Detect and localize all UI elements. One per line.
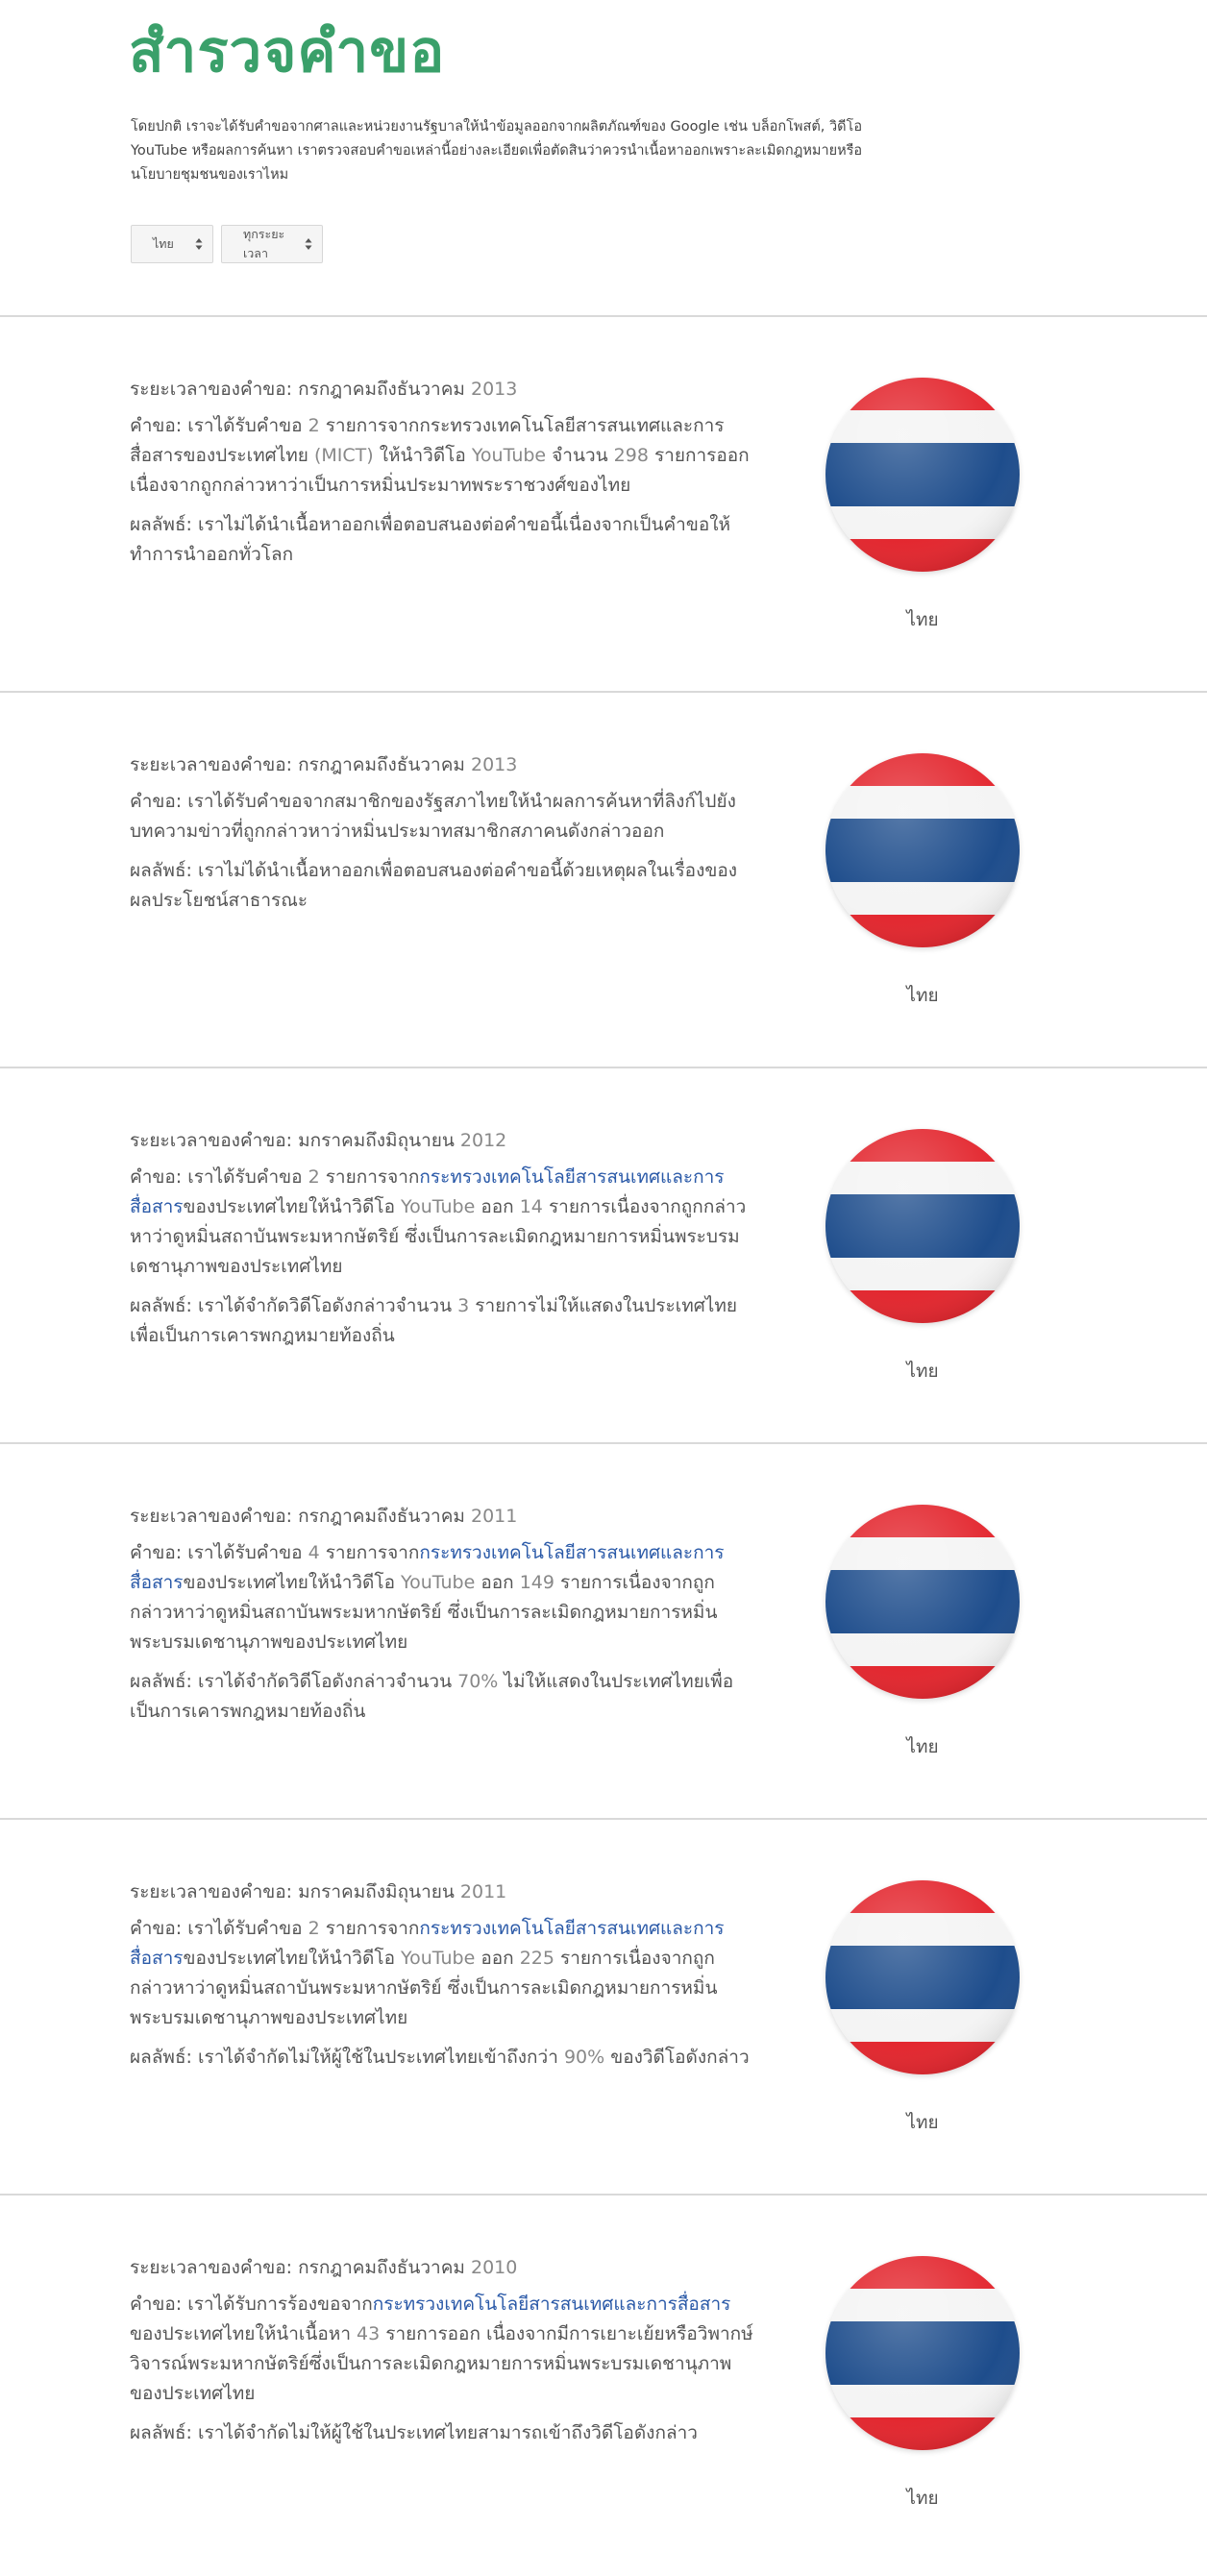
language-select[interactable]	[131, 225, 213, 263]
request-label: คำขอ:	[130, 415, 183, 436]
request-label: คำขอ:	[130, 791, 183, 812]
text-fragment: เราไม่ได้นำเนื้อหาออกเพื่อตอบสนองต่อคำขอนี้ด้วยเหตุผลในเรื่องของผลประโยชน์สาธารณะ	[130, 860, 738, 911]
request-item	[0, 1444, 1207, 1820]
text-fragment: จำนวน	[546, 445, 614, 466]
number-value: (MICT)	[313, 445, 374, 466]
period-year: 2013	[471, 379, 518, 400]
sort-arrows-icon	[304, 236, 313, 252]
text-fragment: เราได้จำกัดวิดีโอดังกล่าวจำนวน	[191, 1671, 458, 1692]
text-fragment: เราไม่ได้นำเนื้อหาออกเพื่อตอบสนองต่อคำขอนี้เนื่องจากเป็นคำขอให้ทำการนำออกทั่วโลก	[130, 514, 731, 565]
intro-text: โดยปกติ เราจะได้รับคำขอจากศาลและหน่วยงานรัฐบาลให้นำข้อมูลออกจากผลิตภัณฑ์ของ Google เช่น บล็อกโพสต์, วิดีโอ YouTube หรือผลการค้นหา เราตรวจสอบคำขอเหล่านี้อย่างละเอียดเพื่อตัดสินว่าควรนำเนื้อหาออกเพราะละเมิดกฎหมายหรือนโยบายชุมชนของเราไหม	[131, 119, 863, 183]
text-fragment: เราได้รับคำขอจากสมาชิกของรัฐสภาไทยให้นำผลการค้นหาที่ลิงก์ไปยังบทความข่าวที่ถูกกล่าวหาว่าหมิ่นประมาทสมาชิกสภาคนดังกล่าวออก	[130, 791, 736, 842]
number-value: 70%	[457, 1671, 499, 1692]
country-label: ไทย	[906, 1361, 939, 1382]
text-fragment: รายการออกเนื่องจากถูกกล่าวหาว่าเป็นการหมิ่นประมาทพระราชวงศ์ของไทย	[130, 445, 750, 496]
text-fragment: เราได้รับคำขอ	[182, 1542, 308, 1563]
number-value: 4	[308, 1542, 320, 1563]
language-select-value: ไทย	[153, 236, 174, 251]
sort-arrows-icon	[194, 236, 204, 252]
request-text	[130, 2253, 754, 2458]
thailand-flag-icon	[825, 2256, 1020, 2450]
result-body	[130, 514, 730, 565]
period-year: 2012	[459, 1130, 507, 1151]
text-fragment: ของวิดีโอดังกล่าว	[604, 2047, 750, 2068]
thailand-flag-icon	[825, 1505, 1020, 1699]
period-label: ระยะเวลาของคำขอ:	[130, 2257, 293, 2278]
period-year: 2011	[471, 1506, 518, 1527]
result-body	[130, 860, 737, 911]
period-select[interactable]	[221, 225, 323, 263]
number-value: 225	[519, 1948, 554, 1969]
country-label: ไทย	[906, 2112, 939, 2133]
request-item	[0, 1068, 1207, 1444]
request-result	[130, 856, 754, 916]
request-text	[130, 1502, 754, 1736]
period-label: ระยะเวลาของคำขอ:	[130, 1130, 293, 1151]
ministry-link[interactable]: กระทรวงเทคโนโลยีสารสนเทศและการสื่อสาร	[130, 1918, 725, 1969]
text-fragment: รายการเนื่องจากถูกกล่าวหาว่าดูหมิ่นสถาบันพระมหากษัตริย์ ซึ่งเป็นการละเมิดกฎหมายการหมิ่นพระบรมเดชานุภาพของประเทศไทย	[130, 1196, 747, 1277]
period-label: ระยะเวลาของคำขอ:	[130, 1881, 293, 1902]
request-label: คำขอ:	[130, 1918, 183, 1939]
request-text	[130, 1126, 754, 1361]
result-label: ผลลัพธ์:	[130, 1671, 192, 1692]
text-fragment: ของประเทศไทยให้นำวิดีโอ	[183, 1948, 402, 1969]
result-body	[130, 1295, 737, 1346]
text-fragment: เราได้รับการร้องขอจาก	[182, 2294, 373, 2315]
number-value: 14	[519, 1196, 543, 1217]
filter-bar	[131, 225, 323, 263]
request-period	[130, 2253, 754, 2283]
request-text	[130, 375, 754, 579]
result-label: ผลลัพธ์:	[130, 860, 192, 881]
number-value: 149	[519, 1572, 554, 1593]
text-fragment: เราได้จำกัดไม่ให้ผู้ใช้ในประเทศไทยเข้าถึงกว่า	[191, 2047, 564, 2068]
country-label: ไทย	[906, 1736, 939, 1757]
text-fragment: เราได้จำกัดไม่ให้ผู้ใช้ในประเทศไทยสามารถเข้าถึงวิดีโอดังกล่าว	[191, 2422, 698, 2443]
number-value: YouTube	[401, 1196, 476, 1217]
thailand-flag-icon	[825, 753, 1020, 947]
request-result	[130, 1291, 754, 1351]
period-year: 2011	[459, 1881, 507, 1902]
text-fragment: รายการจาก	[319, 1166, 420, 1188]
request-period	[130, 750, 754, 780]
text-fragment: ไม่ให้แสดงในประเทศไทยเพื่อเป็นการเคารพกฎหมายท้องถิ่น	[130, 1671, 734, 1722]
request-period	[130, 1877, 754, 1907]
request-period	[130, 1502, 754, 1532]
request-label: คำขอ:	[130, 2294, 183, 2315]
thailand-flag-icon	[825, 1880, 1020, 2074]
number-value: YouTube	[401, 1948, 476, 1969]
request-period	[130, 1126, 754, 1156]
text-fragment: ของประเทศไทยให้นำวิดีโอ	[183, 1572, 402, 1593]
period-value: กรกฎาคมถึงธันวาคม	[298, 379, 465, 400]
request-body	[130, 2294, 753, 2404]
period-value: มกราคมถึงมิถุนายน	[298, 1881, 455, 1902]
text-fragment: ออก	[475, 1572, 520, 1593]
text-fragment: รายการจาก	[319, 1542, 420, 1563]
thailand-flag-icon	[825, 378, 1020, 572]
text-fragment: รายการเนื่องจากถูกกล่าวหาว่าดูหมิ่นสถาบันพระมหากษัตริย์ ซึ่งเป็นการละเมิดกฎหมายการหมิ่นพระบรมเดชานุภาพของประเทศไทย	[130, 1948, 718, 2028]
request-result	[130, 2043, 754, 2073]
period-value: มกราคมถึงมิถุนายน	[298, 1130, 455, 1151]
period-year: 2010	[471, 2257, 518, 2278]
request-item	[0, 693, 1207, 1068]
request-label: คำขอ:	[130, 1542, 183, 1563]
country-label: ไทย	[906, 985, 939, 1006]
number-value: 2	[308, 1918, 320, 1939]
number-value: YouTube	[471, 445, 547, 466]
request-period	[130, 375, 754, 405]
request-description	[130, 1538, 754, 1657]
number-value: 3	[457, 1295, 470, 1316]
result-body	[192, 2047, 750, 2068]
thailand-flag-icon	[825, 1129, 1020, 1323]
request-body	[130, 1166, 746, 1277]
number-value: 2	[308, 415, 320, 436]
request-label: คำขอ:	[130, 1166, 183, 1188]
request-item	[0, 1820, 1207, 2196]
number-value: 90%	[563, 2047, 605, 2068]
text-fragment: รายการจากกระทรวงเทคโนโลยีสารสนเทศและการสื่อสารของประเทศไทย	[130, 415, 725, 466]
request-description	[130, 1914, 754, 2033]
period-label: ระยะเวลาของคำขอ:	[130, 1506, 293, 1527]
country-label: ไทย	[906, 2488, 939, 2509]
result-label: ผลลัพธ์:	[130, 514, 192, 535]
text-fragment: ออก	[475, 1196, 520, 1217]
request-item	[0, 2196, 1207, 2571]
request-description	[130, 787, 754, 846]
period-select-value: ทุกระยะเวลา	[243, 227, 285, 260]
country-label: ไทย	[906, 609, 939, 630]
text-fragment: ของประเทศไทยให้นำวิดีโอ	[183, 1196, 402, 1217]
text-fragment: รายการจาก	[319, 1918, 420, 1939]
request-result	[130, 510, 754, 570]
request-description	[130, 411, 754, 501]
period-value: กรกฎาคมถึงธันวาคม	[298, 1506, 465, 1527]
text-fragment: ของประเทศไทยให้นำเนื้อหา	[130, 2323, 357, 2344]
request-description	[130, 2290, 754, 2409]
result-label: ผลลัพธ์:	[130, 2422, 192, 2443]
request-body	[130, 1542, 725, 1653]
number-value: 2	[308, 1166, 320, 1188]
request-list	[0, 317, 1207, 2571]
period-value: กรกฎาคมถึงธันวาคม	[298, 754, 465, 775]
page-title: สำรวจคำขอ	[129, 18, 446, 86]
text-fragment: เราได้จำกัดวิดีโอดังกล่าวจำนวน	[191, 1295, 458, 1316]
period-label: ระยะเวลาของคำขอ:	[130, 754, 293, 775]
text-fragment: ให้นำวิดีโอ	[373, 445, 472, 466]
period-year: 2013	[471, 754, 518, 775]
request-text	[130, 750, 754, 925]
text-fragment: ออก	[475, 1948, 520, 1969]
text-fragment: เราได้รับคำขอ	[182, 1166, 308, 1188]
result-body	[192, 2422, 698, 2443]
ministry-link[interactable]: กระทรวงเทคโนโลยีสารสนเทศและการสื่อสาร	[372, 2294, 731, 2315]
text-fragment: รายการเนื่องจากถูกกล่าวหาว่าดูหมิ่นสถาบันพระมหากษัตริย์ ซึ่งเป็นการละเมิดกฎหมายการหมิ่นพระบรมเดชานุภาพของประเทศไทย	[130, 1572, 718, 1653]
request-text	[130, 1877, 754, 2082]
result-body	[130, 1671, 733, 1722]
text-fragment: เราได้รับคำขอ	[182, 415, 308, 436]
text-fragment: เราได้รับคำขอ	[182, 1918, 308, 1939]
number-value: 43	[357, 2323, 381, 2344]
page-header	[0, 0, 1207, 317]
request-body	[130, 415, 750, 496]
request-result	[130, 1667, 754, 1727]
text-fragment: รายการไม่ให้แสดงในประเทศไทยเพื่อเป็นการเคารพกฎหมายท้องถิ่น	[130, 1295, 738, 1346]
result-label: ผลลัพธ์:	[130, 2047, 192, 2068]
number-value: YouTube	[401, 1572, 476, 1593]
request-item	[0, 317, 1207, 693]
ministry-link[interactable]: กระทรวงเทคโนโลยีสารสนเทศและการสื่อสาร	[130, 1542, 725, 1593]
period-value: กรกฎาคมถึงธันวาคม	[298, 2257, 465, 2278]
period-label: ระยะเวลาของคำขอ:	[130, 379, 293, 400]
number-value: 298	[613, 445, 649, 466]
result-label: ผลลัพธ์:	[130, 1295, 192, 1316]
request-body	[130, 1918, 725, 2028]
ministry-link[interactable]: กระทรวงเทคโนโลยีสารสนเทศและการสื่อสาร	[130, 1166, 725, 1217]
text-fragment: รายการออก เนื่องจากมีการเยาะเย้ยหรือวิพากษ์วิจารณ์พระมหากษัตริย์ซึ่งเป็นการละเมิดกฎหมายการหมิ่นพระบรมเดชานุภาพของประเทศไทย	[130, 2323, 753, 2404]
request-description	[130, 1163, 754, 1282]
request-body	[130, 791, 736, 842]
request-result	[130, 2418, 754, 2448]
